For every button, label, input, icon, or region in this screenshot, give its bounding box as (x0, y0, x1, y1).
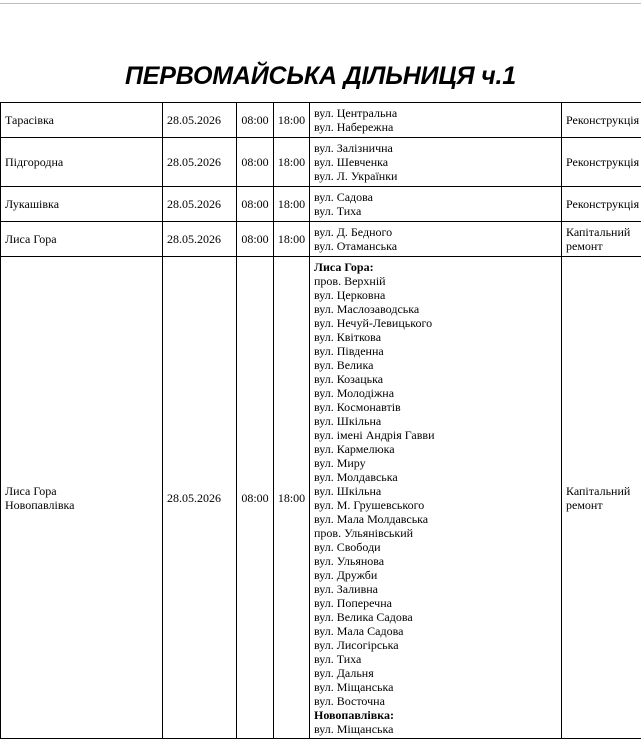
reason-cell (562, 187, 641, 222)
street-item: вул. Дальня (314, 666, 374, 680)
street-item: вул. Ульянова (314, 554, 385, 568)
end-time-cell: 18:00 (274, 222, 310, 257)
street-item: вул. Тиха (314, 204, 362, 218)
start-time-cell: 08:00 (237, 187, 274, 222)
street-item: вул. Церковна (314, 288, 386, 302)
street-item: вул. Дружби (314, 568, 378, 582)
date-cell: 28.05.2026 (163, 187, 237, 222)
reason-cell (562, 257, 641, 739)
streets-cell (310, 187, 562, 222)
street-item: вул. Поперечна (314, 596, 392, 610)
end-time-cell: 18:00 (274, 138, 310, 187)
date-cell: 28.05.2026 (163, 138, 237, 187)
table-row (1, 222, 641, 257)
reason-cell-line: Капітальний (566, 484, 631, 498)
settlement-cell-line: Підгородна (5, 155, 64, 169)
street-item: вул. Мала Садова (314, 624, 404, 638)
street-item: вул. Нечуй-Левицького (314, 316, 433, 330)
street-item: пров. Верхній (314, 274, 386, 288)
settlement-subheading: Лиса Гора: (314, 260, 374, 274)
street-item: вул. Велика Садова (314, 610, 413, 624)
end-time-cell: 18:00 (274, 257, 310, 739)
settlement-cell-line: Лиса Гора (5, 232, 57, 246)
start-time-cell: 08:00 (237, 222, 274, 257)
outage-schedule-table (0, 102, 641, 739)
settlement-cell (1, 257, 163, 739)
street-item: вул. Отаманська (314, 239, 398, 253)
end-time-cell: 18:00 (274, 103, 310, 138)
reason-cell-line: ремонт (566, 498, 603, 512)
table-row (1, 103, 641, 138)
reason-cell (562, 138, 641, 187)
street-item: вул. Лисогірська (314, 638, 399, 652)
date-cell: 28.05.2026 (163, 103, 237, 138)
street-item: вул. Міщанська (314, 680, 394, 694)
street-item: вул. Свободи (314, 540, 381, 554)
page-title: ПЕРВОМАЙСЬКА ДІЛЬНИЦЯ ч.1 (125, 62, 516, 90)
settlement-cell (1, 187, 163, 222)
reason-cell-line: Реконструкція (566, 197, 640, 211)
street-item: вул. Д. Бедного (314, 225, 393, 239)
table-row (1, 187, 641, 222)
table-row (1, 138, 641, 187)
street-item: вул. Набережна (314, 120, 394, 134)
settlement-cell (1, 138, 163, 187)
reason-cell (562, 222, 641, 257)
street-item: вул. Південна (314, 344, 384, 358)
street-item: вул. імені Андрія Гавви (314, 428, 435, 442)
street-item: вул. Шкільна (314, 414, 382, 428)
settlement-cell-line: Тарасівка (5, 113, 54, 127)
street-item: вул. Восточна (314, 694, 385, 708)
date-cell: 28.05.2026 (163, 257, 237, 739)
street-item: вул. Велика (314, 358, 374, 372)
reason-cell-line: Капітальний (566, 225, 631, 239)
start-time-cell: 08:00 (237, 257, 274, 739)
street-item: вул. Залізнична (314, 141, 393, 155)
street-item: вул. Тиха (314, 652, 362, 666)
street-item: вул. Мала Молдавська (314, 512, 429, 526)
street-item: вул. Садова (314, 190, 373, 204)
streets-cell (310, 257, 562, 739)
start-time-cell: 08:00 (237, 138, 274, 187)
street-item: вул. Миру (314, 456, 366, 470)
street-item: вул. Шкільна (314, 484, 382, 498)
table-row (1, 257, 641, 739)
settlement-cell-line: Лиса Гора (5, 484, 57, 498)
reason-cell (562, 103, 641, 138)
date-cell: 28.05.2026 (163, 222, 237, 257)
settlement-cell (1, 103, 163, 138)
street-item: вул. Молодіжна (314, 386, 395, 400)
settlement-cell-line: Новопавлівка (5, 498, 75, 512)
street-item: вул. Шевченка (314, 155, 389, 169)
streets-cell (310, 138, 562, 187)
start-time-cell: 08:00 (237, 103, 274, 138)
streets-cell (310, 103, 562, 138)
street-item: вул. Заливна (314, 582, 378, 596)
reason-cell-line: ремонт (566, 239, 603, 253)
street-item: вул. Кармелюка (314, 442, 395, 456)
top-border-line (0, 3, 641, 4)
reason-cell-line: Реконструкція (566, 155, 640, 169)
street-item: вул. Квіткова (314, 330, 382, 344)
street-item: вул. Космонавтів (314, 400, 401, 414)
street-item: вул. Л. Українки (314, 169, 398, 183)
settlement-cell (1, 222, 163, 257)
settlement-cell-line: Лукашівка (5, 197, 60, 211)
reason-cell-line: Реконструкція (566, 113, 640, 127)
street-item: вул. Центральна (314, 106, 398, 120)
streets-cell (310, 222, 562, 257)
street-item: вул. Міщанська (314, 722, 394, 736)
settlement-subheading: Новопавлівка: (314, 708, 394, 722)
street-item: вул. Маслозаводська (314, 302, 420, 316)
street-item: вул. Молдавська (314, 470, 398, 484)
street-item: вул. Козацька (314, 372, 384, 386)
street-item: пров. Ульянівський (314, 526, 414, 540)
street-item: вул. М. Грушевського (314, 498, 425, 512)
end-time-cell: 18:00 (274, 187, 310, 222)
